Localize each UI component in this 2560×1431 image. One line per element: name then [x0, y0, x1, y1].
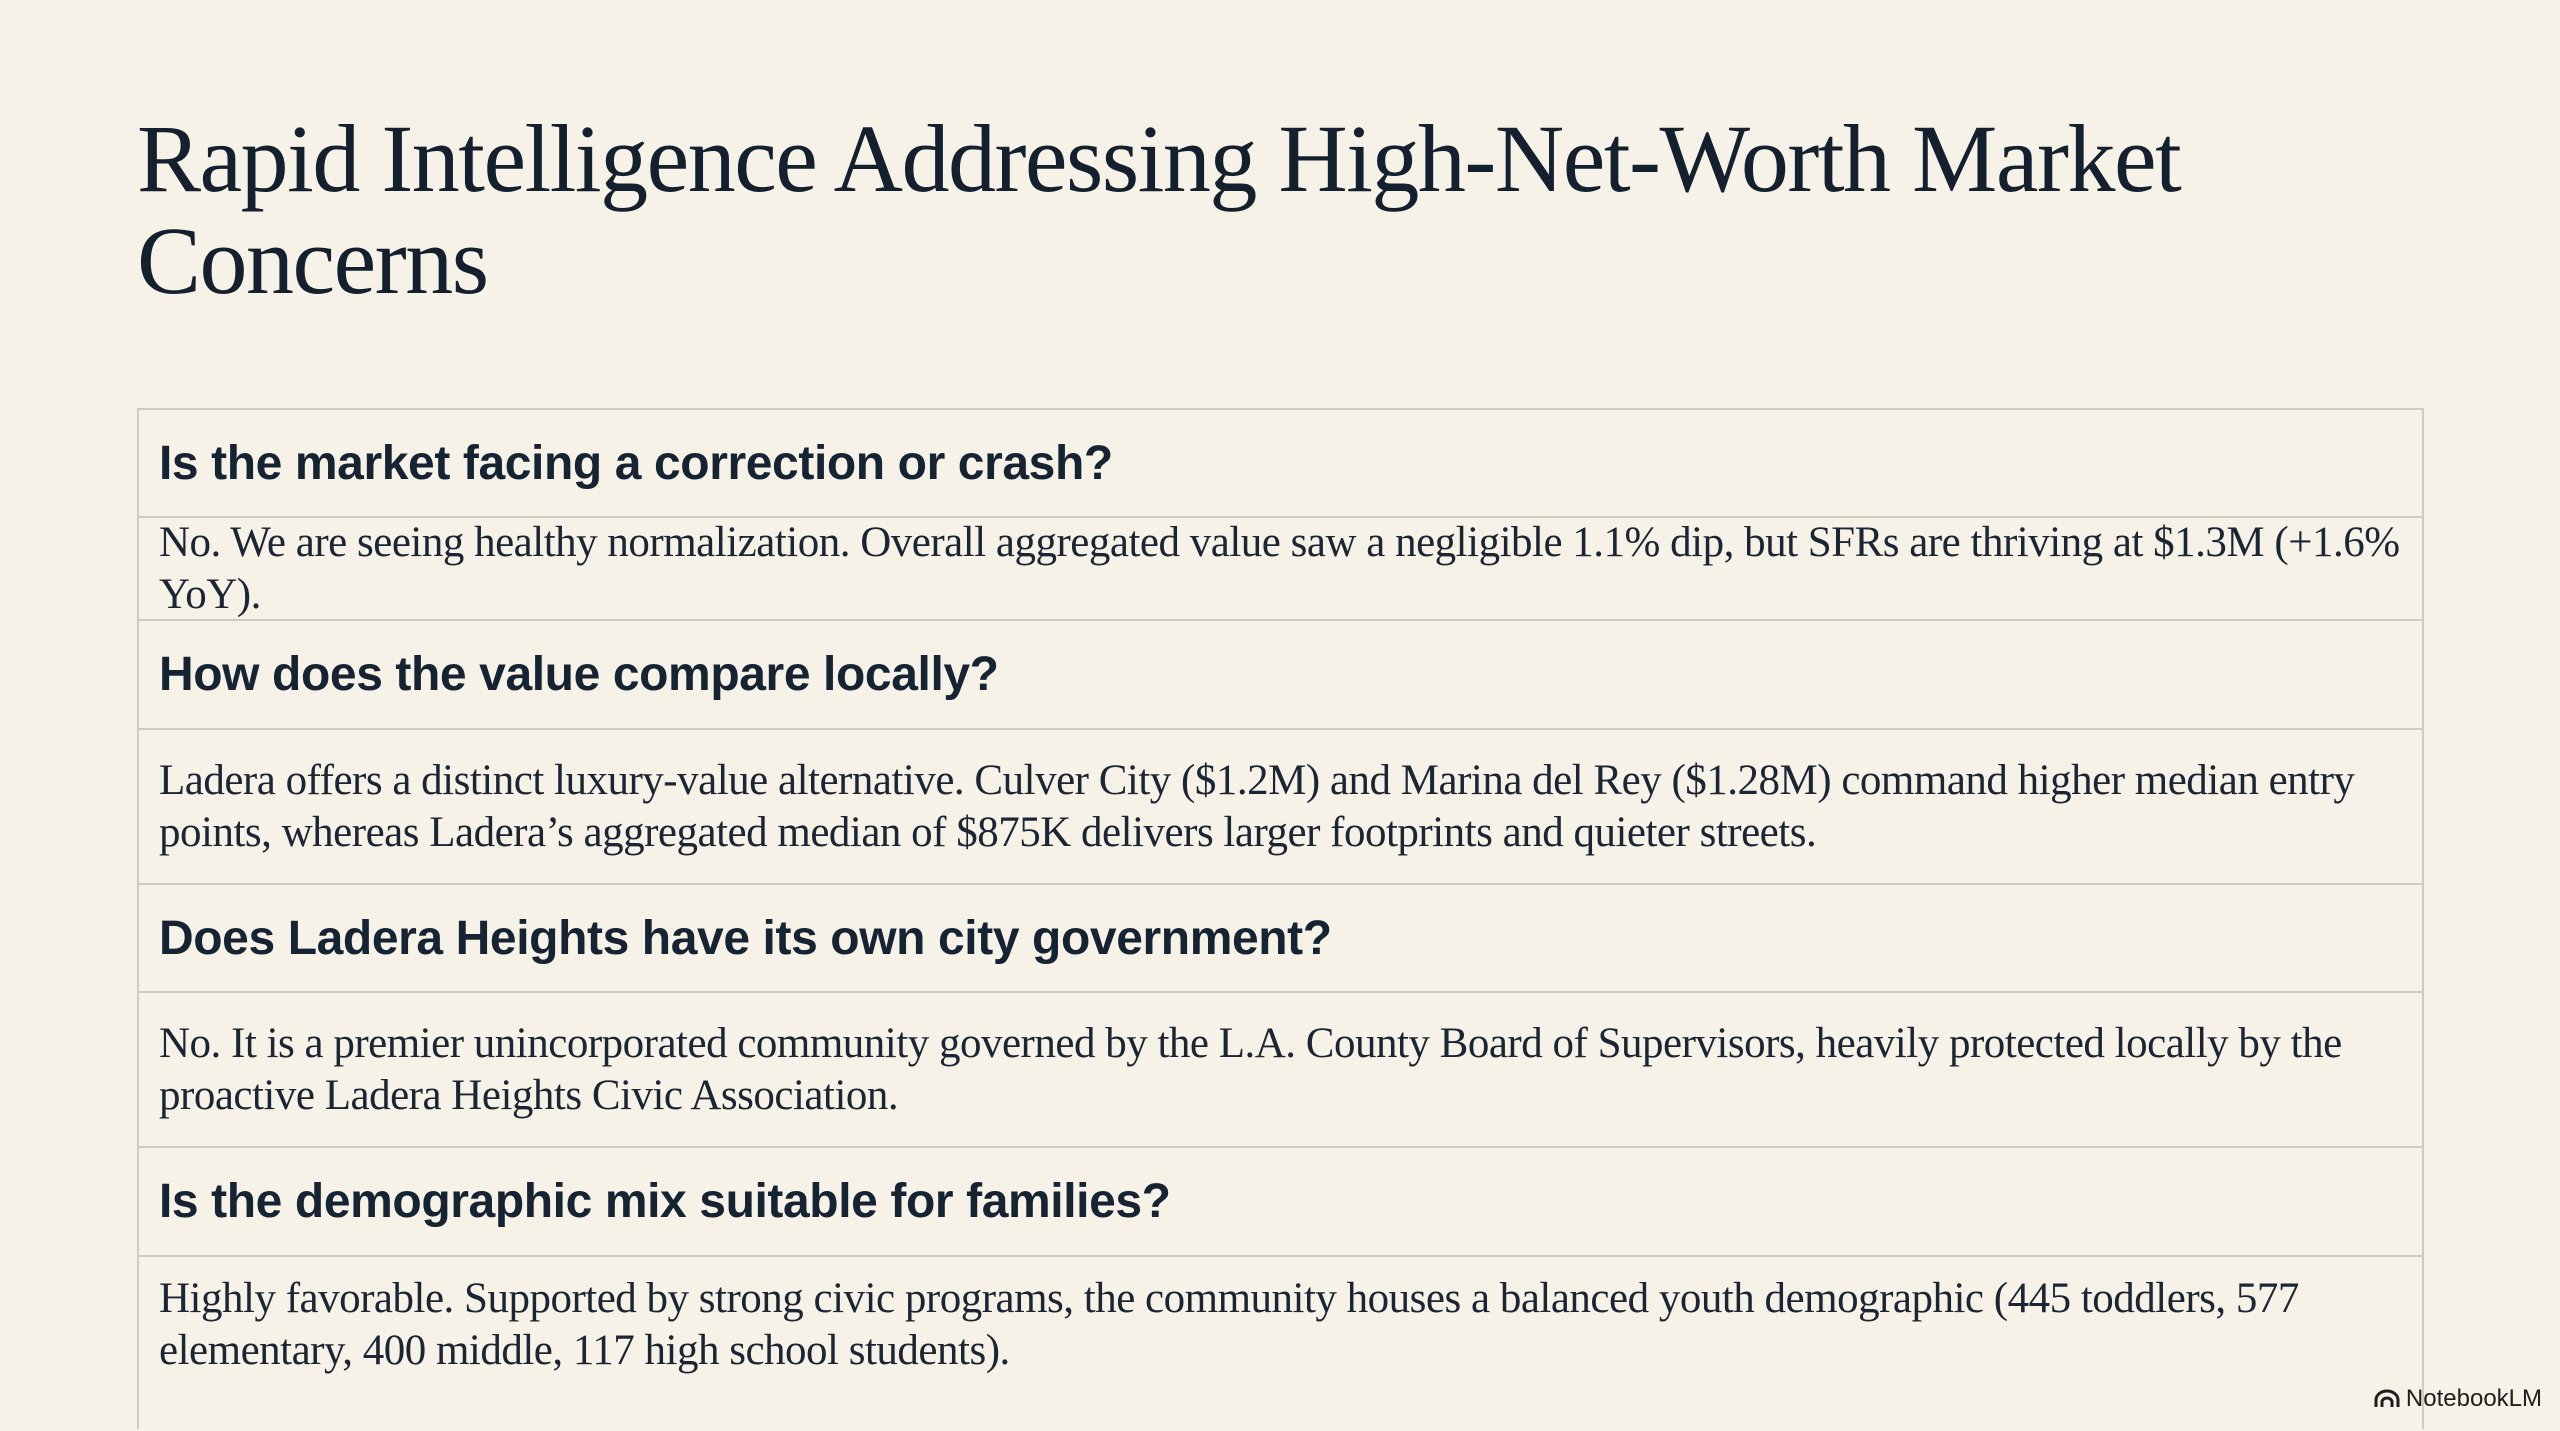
faq-answer-1: [139, 518, 2422, 621]
page-title: Rapid Intelligence Addressing High-Net-Worth Market Concerns: [137, 105, 2181, 314]
faq-answer-text-3: No. It is a premier unincorporated community governed by the L.A. County Board of Supervisors, heavily protected locally by the proactive Ladera Heights Civic Association.: [159, 1019, 2342, 1119]
notebooklm-logo-icon: [2374, 1389, 2400, 1409]
faq-answer-text-4: Highly favorable. Supported by strong civic programs, the community houses a balanced youth demographic (445 toddlers, 577 elementary, 400 middle, 117 high school students).: [159, 1275, 2299, 1374]
faq-answer-2: [139, 730, 2422, 885]
faq-answer-text-2: Ladera offers a distinct luxury-value alternative. Culver City ($1.2M) and Marina del Rey ($1.28M) command higher median entry points, whereas Ladera’s aggregated median of $875K delivers larger footprints and quieter streets.: [159, 756, 2355, 856]
faq-table: [137, 408, 2424, 1429]
faq-question-4: Is the demographic mix suitable for families?: [139, 1148, 2422, 1257]
faq-question-1: Is the market facing a correction or crash?: [139, 410, 2422, 518]
faq-question-3: Does Ladera Heights have its own city government?: [139, 885, 2422, 993]
notebooklm-watermark: [2374, 1385, 2542, 1413]
faq-answer-3: [139, 993, 2422, 1148]
faq-question-2: How does the value compare locally?: [139, 621, 2422, 730]
faq-answer-4: [139, 1257, 2422, 1431]
faq-answer-text-1: No. We are seeing healthy normalization. Overall aggregated value saw a negligible 1.1% dip, but SFRs are thriving at $1.3M (+1.6% YoY).: [159, 518, 2400, 618]
notebooklm-label: NotebookLM: [2405, 1385, 2542, 1412]
